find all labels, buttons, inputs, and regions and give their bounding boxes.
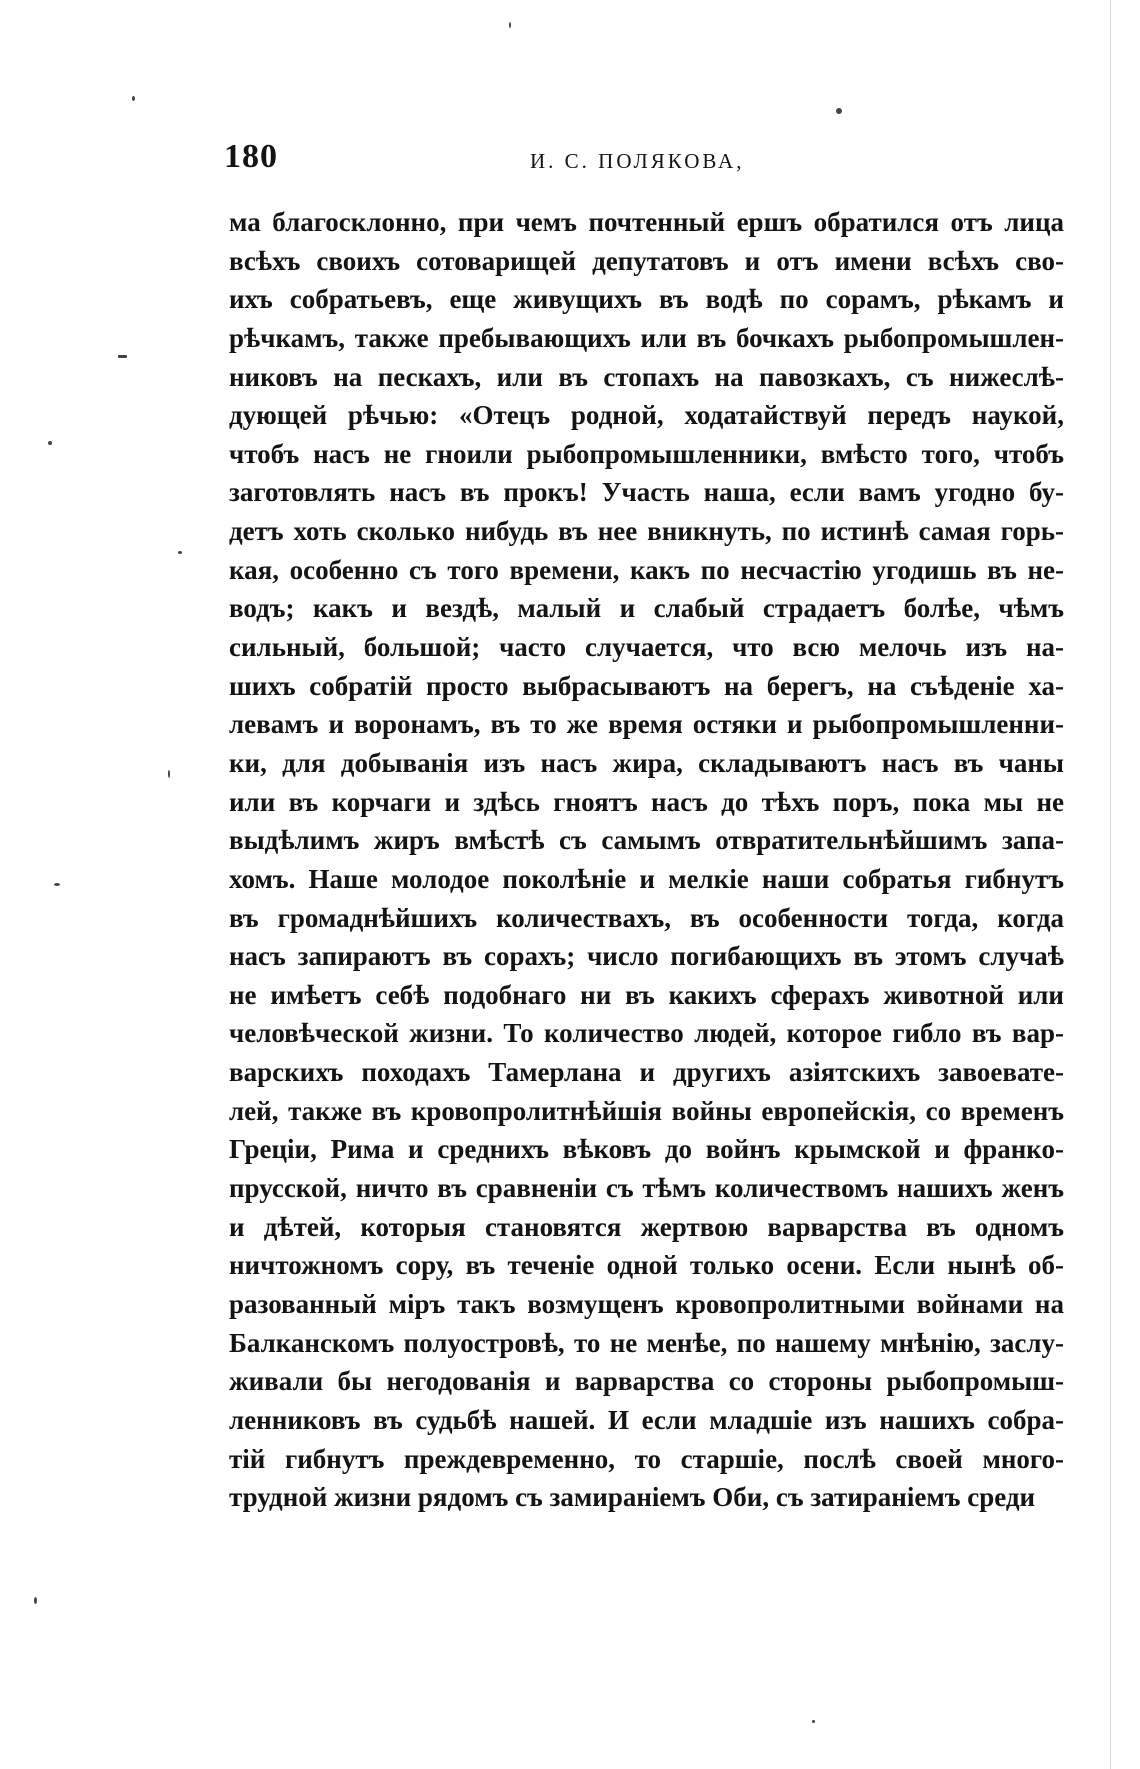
text-line: дующей рѣчью: «Отецъ родной, ходатайствуй передъ наукой, — [229, 400, 1064, 431]
page-edge-line — [1110, 0, 1111, 1769]
text-line: ки, для добыванія изъ насъ жира, складываютъ насъ въ чаны — [229, 747, 1064, 778]
text-line: рѣчкамъ, также пребывающихъ или въ бочкахъ рыбопромышлен- — [229, 322, 1064, 353]
text-line: ничтожномъ сору, въ теченіе одной только осени. Если нынѣ об- — [229, 1250, 1064, 1281]
text-line: детъ хоть сколько нибудь въ нее вникнуть, по истинѣ самая горь- — [229, 516, 1064, 547]
text-line: чтобъ насъ не гноили рыбопромышленники, вмѣсто того, чтобъ — [229, 438, 1064, 469]
text-line: человѣческой жизни. То количество людей, которое гибло въ вар- — [229, 1018, 1064, 1049]
scan-speck — [48, 441, 52, 445]
scan-speck — [812, 1720, 815, 1723]
scan-speck — [836, 108, 842, 114]
text-line: трудной жизни рядомъ съ замираніемъ Оби, съ затираніемъ среди — [229, 1482, 1036, 1513]
text-line: заготовлять насъ въ прокъ! Участь наша, если вамъ угодно бу- — [229, 477, 1064, 508]
text-line: никовъ на пескахъ, или въ стопахъ на павозкахъ, съ нижеслѣ- — [229, 361, 1064, 392]
scan-speck — [132, 96, 135, 101]
text-line: хомъ. Наше молодое поколѣніе и мелкіе наши собратья гибнутъ — [229, 863, 1064, 894]
text-line: или въ корчаги и здѣсь гноятъ насъ до тѣхъ поръ, пока мы не — [229, 786, 1064, 817]
scan-speck — [168, 770, 170, 778]
scan-speck — [178, 551, 182, 554]
scan-speck — [118, 355, 127, 358]
running-head: И. С. ПОЛЯКОВА, — [530, 149, 745, 173]
text-line: въ громаднѣйшихъ количествахъ, въ особенности тогда, когда — [229, 902, 1064, 933]
text-line: левамъ и воронамъ, въ то же время остяки и рыбопромышленни- — [229, 709, 1064, 740]
page-header — [220, 138, 1060, 188]
text-line: ленниковъ въ судьбѣ нашей. И если младшіе изъ нашихъ собра- — [229, 1404, 1064, 1435]
text-line: всѣхъ своихъ сотоварищей депутатовъ и отъ имени всѣхъ сво- — [229, 245, 1064, 276]
text-line: шихъ собратій просто выбрасываютъ на берегъ, на съѣденіе ха- — [229, 670, 1064, 701]
text-line: ихъ собратьевъ, еще живущихъ въ водѣ по сорамъ, рѣкамъ и — [229, 284, 1064, 315]
text-line: не имѣетъ себѣ подобнаго ни въ какихъ сферахъ животной или — [229, 979, 1064, 1010]
text-line: тій гибнутъ преждевременно, то старшіе, послѣ своей много- — [229, 1443, 1064, 1474]
scan-speck — [34, 1597, 37, 1604]
scan-speck — [509, 22, 511, 28]
text-line: водъ; какъ и вездѣ, малый и слабый страдаетъ болѣе, чѣмъ — [229, 593, 1064, 624]
text-line: живали бы негодованія и варварства со стороны рыбопромыш- — [229, 1366, 1064, 1397]
text-line: разованный міръ такъ возмущенъ кровопролитными войнами на — [229, 1288, 1064, 1319]
text-line: варскихъ походахъ Тамерлана и другихъ азіятскихъ завоевате- — [229, 1057, 1064, 1088]
text-line: кая, особенно съ того времени, какъ по несчастію угодишь въ не- — [229, 554, 1064, 585]
body-text — [229, 203, 1064, 1517]
scan-speck — [54, 883, 60, 886]
text-line: Балканскомъ полуостровѣ, то не менѣе, по нашему мнѣнію, заслу- — [229, 1327, 1064, 1358]
text-line: прусской, ничто въ сравненіи съ тѣмъ количествомъ нашихъ женъ — [229, 1173, 1064, 1204]
page-number: 180 — [224, 138, 278, 175]
text-line: выдѣлимъ жиръ вмѣстѣ съ самымъ отвратительнѣйшимъ запа- — [229, 825, 1064, 856]
text-line: Греціи, Рима и среднихъ вѣковъ до войнъ крымской и франко- — [229, 1134, 1064, 1165]
text-line: ма благосклонно, при чемъ почтенный ершъ обратился отъ лица — [229, 207, 1064, 237]
text-line: сильный, большой; часто случается, что всю мелочь изъ на- — [229, 632, 1064, 663]
text-line: и дѣтей, которыя становятся жертвою варварства въ одномъ — [229, 1211, 1064, 1242]
text-line: насъ запираютъ въ сорахъ; число погибающихъ въ этомъ случаѣ — [229, 941, 1064, 972]
text-line: лей, также въ кровопролитнѣйшія войны европейскія, со временъ — [229, 1095, 1064, 1126]
